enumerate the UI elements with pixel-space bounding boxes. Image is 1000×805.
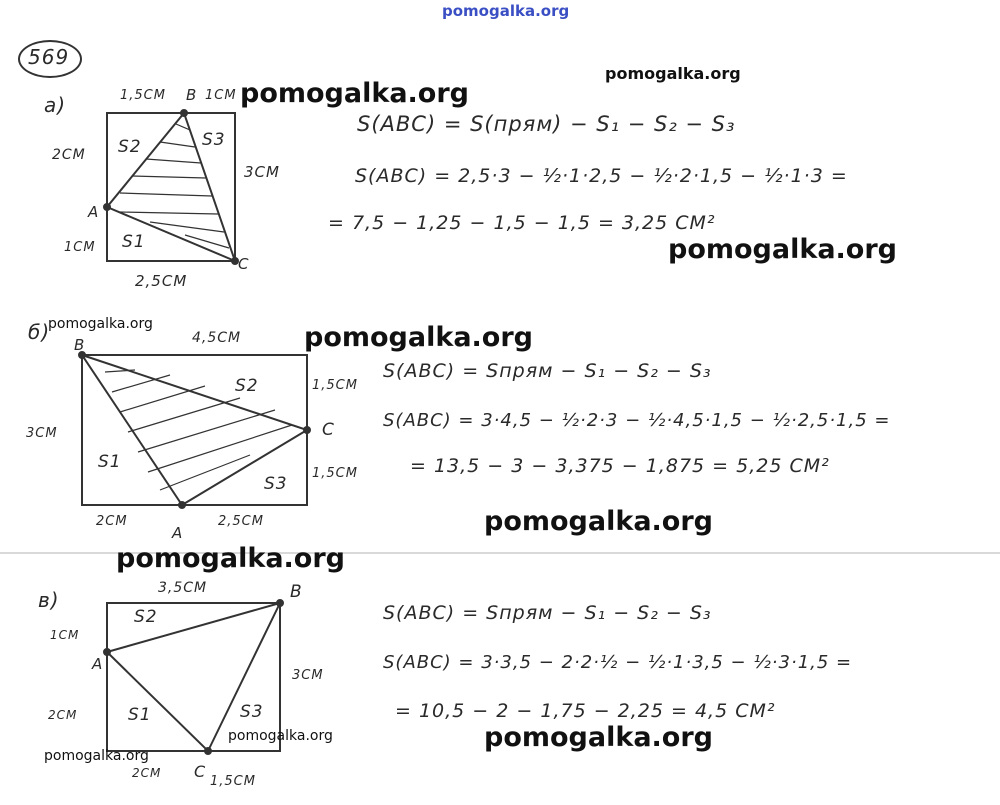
dim-a-top-right: 1CM — [205, 88, 237, 103]
part-a-label: а) — [44, 93, 67, 117]
part-b-label: б) — [28, 320, 51, 344]
dim-b-top: 4,5CM — [192, 330, 242, 346]
region-b-s2: S2 — [235, 376, 259, 396]
dim-b-right-top: 1,5CM — [312, 378, 358, 393]
dim-b-left: 3CM — [26, 426, 58, 441]
watermark-10: pomogalka.org — [44, 748, 149, 764]
problem-number: 569 — [28, 45, 70, 69]
part-b-formula-1: S(ABC) = Sпрям − S₁ − S₂ − S₃ — [383, 360, 712, 382]
watermark-9: pomogalka.org — [484, 722, 713, 753]
watermark-6: pomogalka.org — [484, 506, 713, 537]
dim-a-left-top: 2CM — [52, 147, 86, 163]
region-a-s1: S1 — [122, 232, 146, 252]
point-b-a: A — [172, 524, 184, 542]
part-c-formula-1: S(ABC) = Sпрям − S₁ − S₂ − S₃ — [383, 602, 712, 624]
point-a-a: A — [88, 203, 100, 221]
dim-a-right: 3CM — [244, 163, 280, 181]
watermark-7: pomogalka.org — [116, 543, 345, 574]
watermark-2: pomogalka.org — [605, 64, 741, 83]
dim-a-left-bottom: 1CM — [64, 240, 96, 255]
dim-a-top-left: 1,5CM — [120, 88, 166, 103]
watermark-3: pomogalka.org — [668, 234, 897, 265]
part-c-formula-2: S(ABC) = 3·3,5 − 2·2·½ − ½·1·3,5 − ½·3·1,5 = — [383, 652, 853, 673]
region-b-s3: S3 — [264, 474, 288, 494]
dim-c-top: 3,5CM — [158, 580, 208, 596]
dim-b-right-bottom: 1,5CM — [312, 466, 358, 481]
watermark-8: pomogalka.org — [228, 728, 333, 744]
region-c-s2: S2 — [134, 607, 158, 627]
region-c-s1: S1 — [128, 705, 152, 725]
part-a-formula-2: S(ABC) = 2,5·3 − ½·1·2,5 − ½·2·1,5 − ½·1·3 = — [355, 165, 848, 187]
part-a-formula-3: = 7,5 − 1,25 − 1,5 − 1,5 = 3,25 CM² — [328, 212, 716, 234]
watermark-5: pomogalka.org — [304, 322, 533, 353]
dim-c-left-bottom: 2CM — [48, 708, 78, 722]
dim-c-left-top: 1CM — [50, 628, 80, 642]
watermark-1: pomogalka.org — [240, 78, 469, 109]
point-c-b: B — [290, 582, 303, 602]
region-a-s2: S2 — [118, 137, 142, 157]
region-a-s3: S3 — [202, 130, 226, 150]
top-watermark: pomogalka.org — [442, 2, 570, 20]
dim-c-bottom-right: 1,5CM — [210, 774, 256, 789]
point-c-c: C — [194, 762, 207, 781]
point-a-c: C — [238, 255, 250, 273]
point-b-b: B — [74, 336, 86, 354]
part-c-formula-3: = 10,5 − 2 − 1,75 − 2,25 = 4,5 CM² — [395, 700, 776, 722]
part-b-formula-3: = 13,5 − 3 − 3,375 − 1,875 = 5,25 CM² — [410, 455, 830, 477]
dim-a-bottom: 2,5CM — [135, 272, 188, 290]
point-a-b: B — [186, 86, 198, 104]
dim-b-bottom-left: 2CM — [96, 514, 128, 529]
region-c-s3: S3 — [240, 702, 264, 722]
hatching-b — [105, 370, 292, 490]
dim-c-bottom-left: 2CM — [132, 766, 162, 780]
part-b-formula-2: S(ABC) = 3·4,5 − ½·2·3 − ½·4,5·1,5 − ½·2,5·1,5 = — [383, 410, 891, 431]
region-b-s1: S1 — [98, 452, 122, 472]
point-b-c: C — [322, 420, 335, 440]
point-c-a: A — [92, 655, 104, 673]
part-a-formula-1: S(ABC) = S(прям) − S₁ − S₂ − S₃ — [357, 112, 736, 136]
dim-c-right: 3CM — [292, 668, 324, 683]
watermark-4: pomogalka.org — [48, 316, 153, 332]
dim-b-bottom-right: 2,5CM — [218, 514, 264, 529]
part-c-label: в) — [38, 588, 60, 612]
